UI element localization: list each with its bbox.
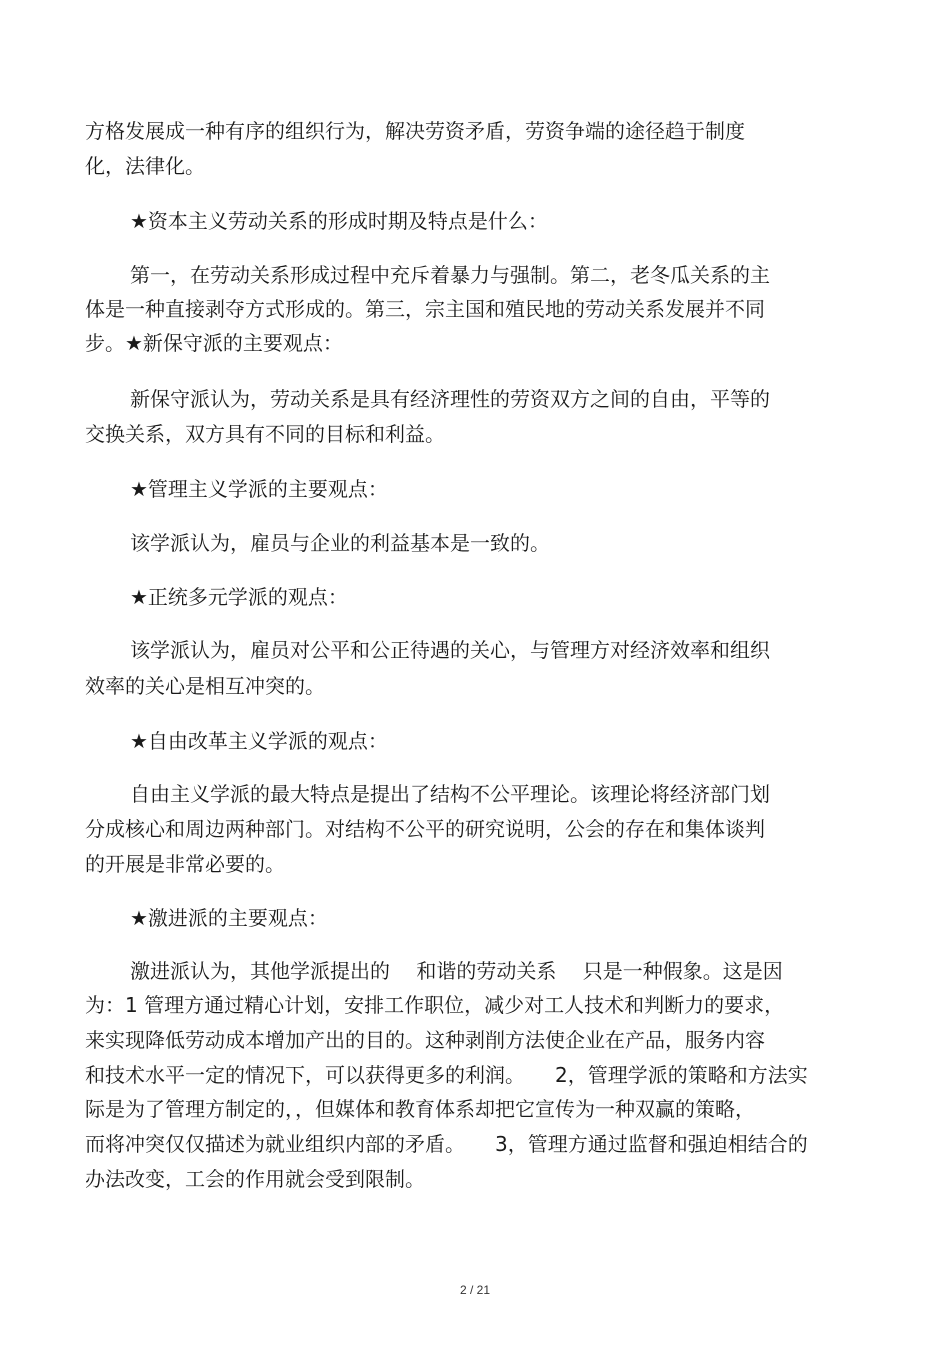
text-line: 的开展是非常必要的。 [85,852,285,876]
text-line: 而将冲突仅仅描述为就业组织内部的矛盾。 3，管理方通过监督和强迫相结合的 [85,1132,808,1156]
section-heading: ★管理主义学派的主要观点： [130,477,388,501]
text-line: 为：1 管理方通过精心计划，安排工作职位，减少对工人技术和判断力的要求， [85,993,785,1017]
text-line: 自由主义学派的最大特点是提出了结构不公平理论。该理论将经济部门划 [130,782,770,806]
text-line: 化，法律化。 [85,154,205,178]
text-line: 激进派认为，其他学派提出的 和谐的劳动关系 只是一种假象。这是因 [130,959,783,983]
text-line: 该学派认为，雇员与企业的利益基本是一致的。 [130,531,550,555]
section-heading: ★激进派的主要观点： [130,906,328,930]
text-line: 和技术水平一定的情况下，可以获得更多的利润。 2，管理学派的策略和方法实 [85,1063,808,1087]
section-heading: ★自由改革主义学派的观点： [130,729,388,753]
text-line: 来实现降低劳动成本增加产出的目的。这种剥削方法使企业在产品，服务内容 [85,1028,765,1052]
text-line: 新保守派认为，劳动关系是具有经济理性的劳资双方之间的自由，平等的 [130,387,770,411]
text-line: 际是为了管理方制定的，，但媒体和教育体系却把它宣传为一种双赢的策略， [85,1097,755,1121]
text-line: 交换关系，双方具有不同的目标和利益。 [85,422,445,446]
text-line: 该学派认为，雇员对公平和公正待遇的关心，与管理方对经济效率和组织 [130,638,770,662]
section-heading: ★正统多元学派的观点： [130,585,348,609]
text-line: 分成核心和周边两种部门。对结构不公平的研究说明，公会的存在和集体谈判 [85,817,765,841]
text-line: 方格发展成一种有序的组织行为，解决劳资矛盾，劳资争端的途径趋于制度 [85,119,745,143]
page-number: 2 / 21 [459,1283,491,1297]
text-line: 办法改变，工会的作用就会受到限制。 [85,1167,425,1191]
text-line: 第一，在劳动关系形成过程中充斥着暴力与强制。第二，老冬瓜关系的主 [130,263,770,287]
text-line: 步。★新保守派的主要观点： [85,331,343,355]
section-heading: ★资本主义劳动关系的形成时期及特点是什么： [130,209,548,233]
text-line: 体是一种直接剥夺方式形成的。第三，宗主国和殖民地的劳动关系发展并不同 [85,297,765,321]
text-line: 效率的关心是相互冲突的。 [85,674,325,698]
